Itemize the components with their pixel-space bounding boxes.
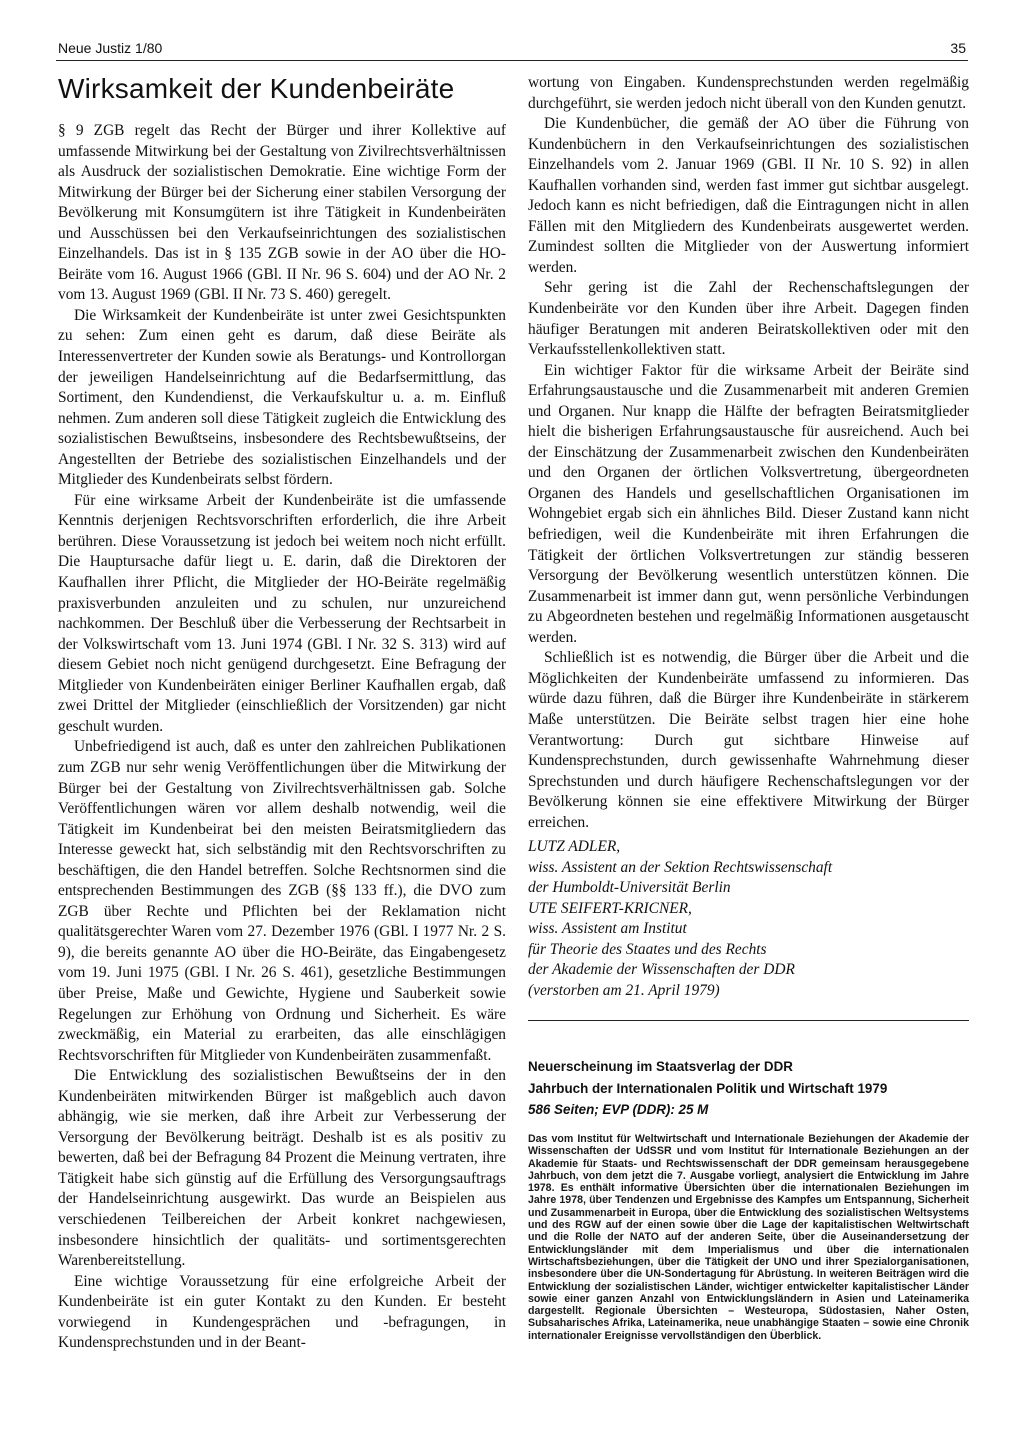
author-note: (verstorben am 21. April 1979) xyxy=(528,981,720,999)
paragraph: Ein wichtiger Faktor für die wirksame Arbeit der Beiräte sind Erfahrungsaustausche und die Zusammenarbeit mit anderen Gremien und Organen. Nur knapp die Hälfte der befragten Beiratsmitglieder hielt die bisherigen Erfahrungsaustausche für ausreichend. Auch bei der Einschätzung der Zusammenarbeit zwischen den Kundenbeiräten und den Organen der örtlichen Volksvertretung, übergeordneten Organen des Handels und gesellschaftlichen Organisationen im Wohngebiet ergab sich ein ähnliches Bild. Dieser Zustand kann nicht befriedigen, weil die Kundenbeiräte mit ihren Erfahrungen die Tätigkeit der örtlichen Volksvertretungen zur ständig besseren Versorgung der Bevölkerung wesentlich unterstützen können. Die Zusammenarbeit ist immer dann gut, wenn persönliche Verbindungen zu Abgeordneten bestehen und regelmäßig Informationen ausgetauscht werden. xyxy=(528,361,969,646)
author-block xyxy=(528,837,969,1001)
paragraph: Die Entwicklung des sozialistischen Bewußtseins der in den Kundenbeiräten mitwirkenden Bürger ist maßgeblich auch davon abhängig, wie sie merken, daß ihre Arbeit zur Verbesserung der Versorgung der Bevölkerung beiträgt. Deshalb ist es als positiv zu bewerten, daß bei der Befragung 84 Prozent die Meinung vertraten, ihre Tätigkeit habe sich günstig auf die Erfüllung des Versorgungsauftrags der Handelseinrichtung ausgewirkt. Das wurde an Beispielen aus verschiedenen Teilbereichen der Arbeit konkret nachgewiesen, insbesondere hinsichtlich der qualitäts- und sortimentsgerechten Warenbereitstellung. xyxy=(58,1067,506,1270)
paragraph: Unbefriedigend ist auch, daß es unter den zahlreichen Publikationen zum ZGB nur sehr wenig Veröffentlichungen über die Mitwirkung der Bürger bei der Gestaltung von Zivilrechtsverhältnissen gab. Solche Veröffentlichungen wären vor allem deshalb notwendig, weil die Tätigkeit im Kundenbeirat bei den meisten Beiratsmitgliedern das Interesse geweckt hat, sich selbständig mit den Rechtsvorschriften zu beschäftigen, die den Handel betreffen. Solche Rechtsnormen sind die entsprechenden Bestimmungen des ZGB (§§ 133 ff.), die DVO zum ZGB über Rechte und Pflichten bei der Reklamation nicht qualitätsgerechter Waren vom 27. Dezember 1976 (GBl. I 1977 Nr. 2 S. 9), die bereits genannte AO über die HO-Beiräte, das Eingabengesetz vom 19. Juni 1975 (GBl. I Nr. 26 S. 461), gesetzliche Bestimmungen über Preise, Maße und Gewichte, Hygiene und Sauberkeit sowie Regelungen zur Erhöhung von Ordnung und Sicherheit. Es wäre zweckmäßig, ein Material zu erarbeiten, das alle einschlägigen Rechtsvorschriften für Mitglieder von Kundenbeiräten zusammenfaßt. xyxy=(58,738,506,1064)
notice-book-details: 586 Seiten; EVP (DDR): 25 M xyxy=(528,1102,709,1117)
notice-book-title: Jahrbuch der Internationalen Politik und Wirtschaft 1979 xyxy=(528,1081,888,1096)
section-divider xyxy=(528,1020,969,1021)
header-rule xyxy=(56,60,968,61)
paragraph: Für eine wirksame Arbeit der Kundenbeiräte ist die umfassende Kenntnis derjenigen Rechtsvorschriften erforderlich, die ihre Arbeit berühren. Diese Voraussetzung ist jedoch bei weitem noch nicht erfüllt. Die Hauptursache dafür liegt u. E. darin, daß die Direktoren der Kaufhallen ihrer Pflicht, die Mitglieder der HO-Beiräte regelmäßig praxisverbunden anzuleiten und zu schulen, nur unzureichend nachkommen. Der Beschluß über die Verbesserung der Rechtsarbeit in der Volkswirtschaft vom 13. Juni 1974 (GBl. I Nr. 32 S. 313) wird auf diesem Gebiet noch nicht genügend durchgesetzt. Eine Befragung der Mitglieder von Kundenbeiräten einiger Berliner Kaufhallen ergab, daß zwei Drittel der Mitglieder (einschließlich der Vorsitzenden) gar nicht geschult wurden. xyxy=(58,491,506,735)
article-column-left xyxy=(58,121,506,1354)
paragraph: wortung von Eingaben. Kundensprechstunden werden regelmäßig durchgeführt, sie werden jedoch nicht überall von den Kunden genutzt. xyxy=(528,74,969,112)
article-column-right xyxy=(528,73,969,833)
page-number: 35 xyxy=(950,40,966,56)
author-name: LUTZ ADLER, xyxy=(528,838,621,855)
notice-body: Das vom Institut für Weltwirtschaft und Internationale Beziehungen der Akademie der Wissenschaften der UdSSR und vom Institut für Internationale Beziehungen an der Akademie für Staats- und Rechtswissenschaft der DDR gemeinsam herausgegebene Jahrbuch, von dem jetzt die 7. Ausgabe vorliegt, analysiert die Entwicklung im Jahre 1978. Es enthält informative Übersichten über die internationalen Beziehungen im Jahre 1978, über Tendenzen und Ergebnisse des Kampfes um Entspannung, Sicherheit und Zusammenarbeit in Europa, über die Entwicklung des sozialistischen Weltsystems und des RGW auf der einen sowie über die Lage der kapitalistischen Weltwirtschaft und die Rolle der NATO auf der anderen Seite, über die Auseinandersetzung der Entwicklungsländer mit dem Imperialismus und über die internationalen Wirtschaftsbeziehungen, über die Tätigkeit der UNO und ihrer Spezialorganisationen, insbesondere über die UN-Sondertagung für Abrüstung. In weiteren Beiträgen wird die Entwicklung der sozialistischen Länder, wichtiger entwickelter kapitalistischer Länder sowie einer ganzen Anzahl von Entwicklungsländern in Asien und Lateinamerika dargestellt. Regionale Übersichten – Westeuropa, Südostasien, Naher Osten, Subsaharisches Afrika, Lateinamerika, neue unabhängige Staaten – sowie eine Chronik internationaler Ereignisse vervollständigen den Überblick. xyxy=(528,1133,969,1342)
author-affiliation: wiss. Assistent am Institut xyxy=(528,920,687,938)
author-affiliation: der Akademie der Wissenschaften der DDR xyxy=(528,961,795,979)
author-affiliation: der Humboldt-Universität Berlin xyxy=(528,879,731,897)
paragraph: Sehr gering ist die Zahl der Rechenschaftslegungen der Kundenbeiräte vor den Kunden über ihre Arbeit. Dagegen finden häufiger Beratungen mit anderen Beiratskollektiven oder mit den Verkaufsstellenkollektiven statt. xyxy=(528,279,969,359)
notice-heading: Neuerscheinung im Staatsverlag der DDR xyxy=(528,1059,793,1074)
page-header xyxy=(58,40,966,62)
author-name: UTE SEIFERT-KRICNER, xyxy=(528,899,692,917)
paragraph: § 9 ZGB regelt das Recht der Bürger und ihrer Kollektive auf umfassende Mitwirkung bei der Gestaltung von Zivilrechtsverhältnissen als Ausdruck der sozialistischen Demokratie. Eine wichtige Form der Mitwirkung der Bürger bei der Sicherung einer stabilen Versorgung der Bevölkerung mit Konsumgütern ist ihre Tätigkeit in Kundenbeiräten und Ausschüssen bei den Verkaufseinrichtungen des sozialistischen Einzelhandels. Das ist in § 135 ZGB sowie in der AO über die HO-Beiräte vom 16. August 1966 (GBl. II Nr. 96 S. 604) und der AO Nr. 2 vom 13. August 1969 (GBl. II Nr. 73 S. 460) geregelt. xyxy=(58,122,506,304)
paragraph: Die Wirksamkeit der Kundenbeiräte ist unter zwei Gesichtspunkten zu sehen: Zum einen geht es darum, daß diese Beiräte als Interessenvertreter der Kunden sowie als Beratungs- und Kontrollorgan der jeweiligen Handelseinrichtung auf die Bedarfsermittlung, das Sortiment, den Kundendienst, die Verkaufskultur u. a. m. Einfluß nehmen. Zum anderen soll diese Tätigkeit zugleich die Entwicklung des sozialistischen Bewußtseins, insbesondere des Rechtsbewußtseins, der Angestellten der Betriebe des sozialistischen Einzelhandels und der Mitglieder des Kundenbeirats selbst fördern. xyxy=(58,306,506,489)
author-affiliation: wiss. Assistent an der Sektion Rechtswissenschaft xyxy=(528,858,833,876)
paragraph: Die Kundenbücher, die gemäß der AO über die Führung von Kundenbüchern in den Verkaufseinrichtungen des sozialistischen Einzelhandels vom 2. Januar 1969 (GBl. II Nr. 10 S. 92) in allen Kaufhallen vorhanden sind, werden fast immer gut sichtbar ausgelegt. Jedoch kann es nicht befriedigen, daß die Eintragungen nicht in allen Fällen mit den Mitgliedern des Kundenbeirats ausgewertet werden. Zumindest sollten die Mitglieder von der Auswertung informiert werden. xyxy=(528,115,969,276)
author-affiliation: für Theorie des Staates und des Rechts xyxy=(528,940,767,958)
paragraph: Schließlich ist es notwendig, die Bürger über die Arbeit und die Möglichkeiten der Kundenbeiräte umfassend zu informieren. Das würde dazu führen, daß die Bürger ihre Kundenbeiräte in stärkerem Maße unterstützen. Die Beiräte selbst tragen hier eine hohe Verantwortung: Durch gut sichtbare Hinweise auf Kundensprechstunden, durch gewissenhafte Wahrnehmung dieser Sprechstunden und durch häufigere Rechenschaftslegungen vor der Bevölkerung können sie eine effektivere Mitwirkung der Bürger erreichen. xyxy=(528,649,969,831)
article-title: Wirksamkeit der Kundenbeiräte xyxy=(58,73,455,104)
journal-issue: Neue Justiz 1/80 xyxy=(58,40,163,56)
paragraph: Eine wichtige Voraussetzung für eine erfolgreiche Arbeit der Kundenbeiräte ist ein guter Kontakt zu den Kunden. Er besteht vorwiegend in Kundengesprächen und -befragungen, in Kundensprechstunden und in der Beant- xyxy=(58,1272,506,1352)
